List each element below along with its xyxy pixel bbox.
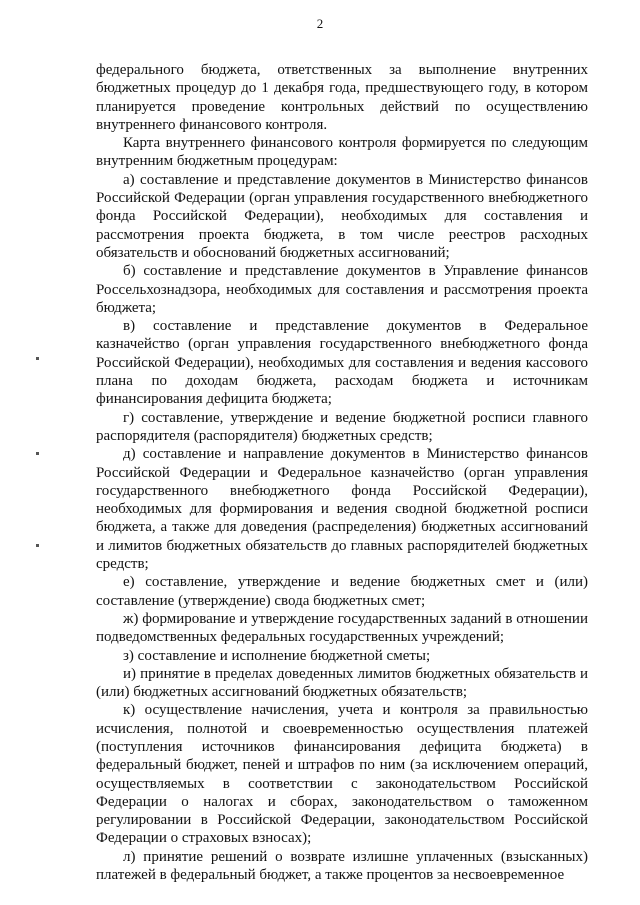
- list-item-g: г) составление, утверждение и ведение бюджетной росписи главного распорядителя (распорядителя) бюджетных средств;: [96, 409, 588, 444]
- list-item-z: з) составление и исполнение бюджетной сметы;: [123, 647, 431, 664]
- list-item-zh: ж) формирование и утверждение государственных заданий в отношении подведомственных федеральных государственных учреждений;: [96, 610, 588, 646]
- margin-mark: [36, 357, 39, 360]
- margin-mark: [36, 452, 39, 455]
- margin-mark: [36, 544, 39, 547]
- document-body: [96, 61, 588, 884]
- list-item-b: б) составление и представление документов в Управление финансов Россельхознадзора, необходимых для составления и рассмотрения проекта бюджета;: [96, 263, 588, 316]
- list-item-i: и) принятие в пределах доведенных лимитов бюджетных обязательств и (или) бюджетных ассигнований бюджетных обязательств;: [96, 665, 588, 701]
- list-item-k: к) осуществление начисления, учета и контроля за правильностью исчисления, полнотой и своевременностью осуществления платежей (поступления источников финансирования дефицита бюджета) в федеральный бюджет, пеней и штрафов по ним (за исключением операций, осуществляемых в соответствии с законодательством Российской Федерации о налогах и сборах, законодательством о таможенном регулировании в Российской Федерации, законодательством Российской Федерации о страховых взносах);: [96, 702, 588, 847]
- list-item-l: л) принятие решений о возврате излишне уплаченных (взысканных) платежей в федеральный бюджет, а также процентов за несвоевременное: [96, 848, 588, 884]
- list-item-a: а) составление и представление документов в Министерство финансов Российской Федерации (орган управления государственного внебюджетного фонда Российской Федерации), необходимых для составления и рассмотрения проекта бюджета, в том числе реестров расходных обязательств и обоснований бюджетных ассигнований;: [96, 171, 588, 261]
- list-item-e: е) составление, утверждение и ведение бюджетных смет и (или) составление (утверждение) свода бюджетных смет;: [96, 574, 588, 609]
- list-item-d: д) составление и направление документов в Министерство финансов Российской Федерации и Федеральное казначейство (орган управления государственного внебюджетного фонда Российской Федерации), необходимых для формирования и ведения сводной бюджетной росписи бюджета, а также для доведения (распределения) бюджетных ассигнований и лимитов бюджетных обязательств до главных распорядителей бюджетных средств;: [96, 446, 588, 573]
- list-item-v: в) составление и представление документов в Федеральное казначейство (орган управления государственного внебюджетного фонда Российской Федерации), необходимых для составления и ведения кассового плана по доходам бюджета, расходам бюджета и источникам финансирования дефицита бюджета;: [96, 318, 588, 408]
- paragraph-intro: Карта внутреннего финансового контроля формируется по следующим внутренним бюджетным процедурам:: [96, 135, 588, 170]
- page-number: 2: [316, 16, 324, 31]
- paragraph-continuation: федерального бюджета, ответственных за выполнение внутренних бюджетных процедур до 1 декабря года, предшествующего году, в котором планируется проведение контрольных действий по осуществлению внутреннего финансового контроля.: [96, 62, 588, 133]
